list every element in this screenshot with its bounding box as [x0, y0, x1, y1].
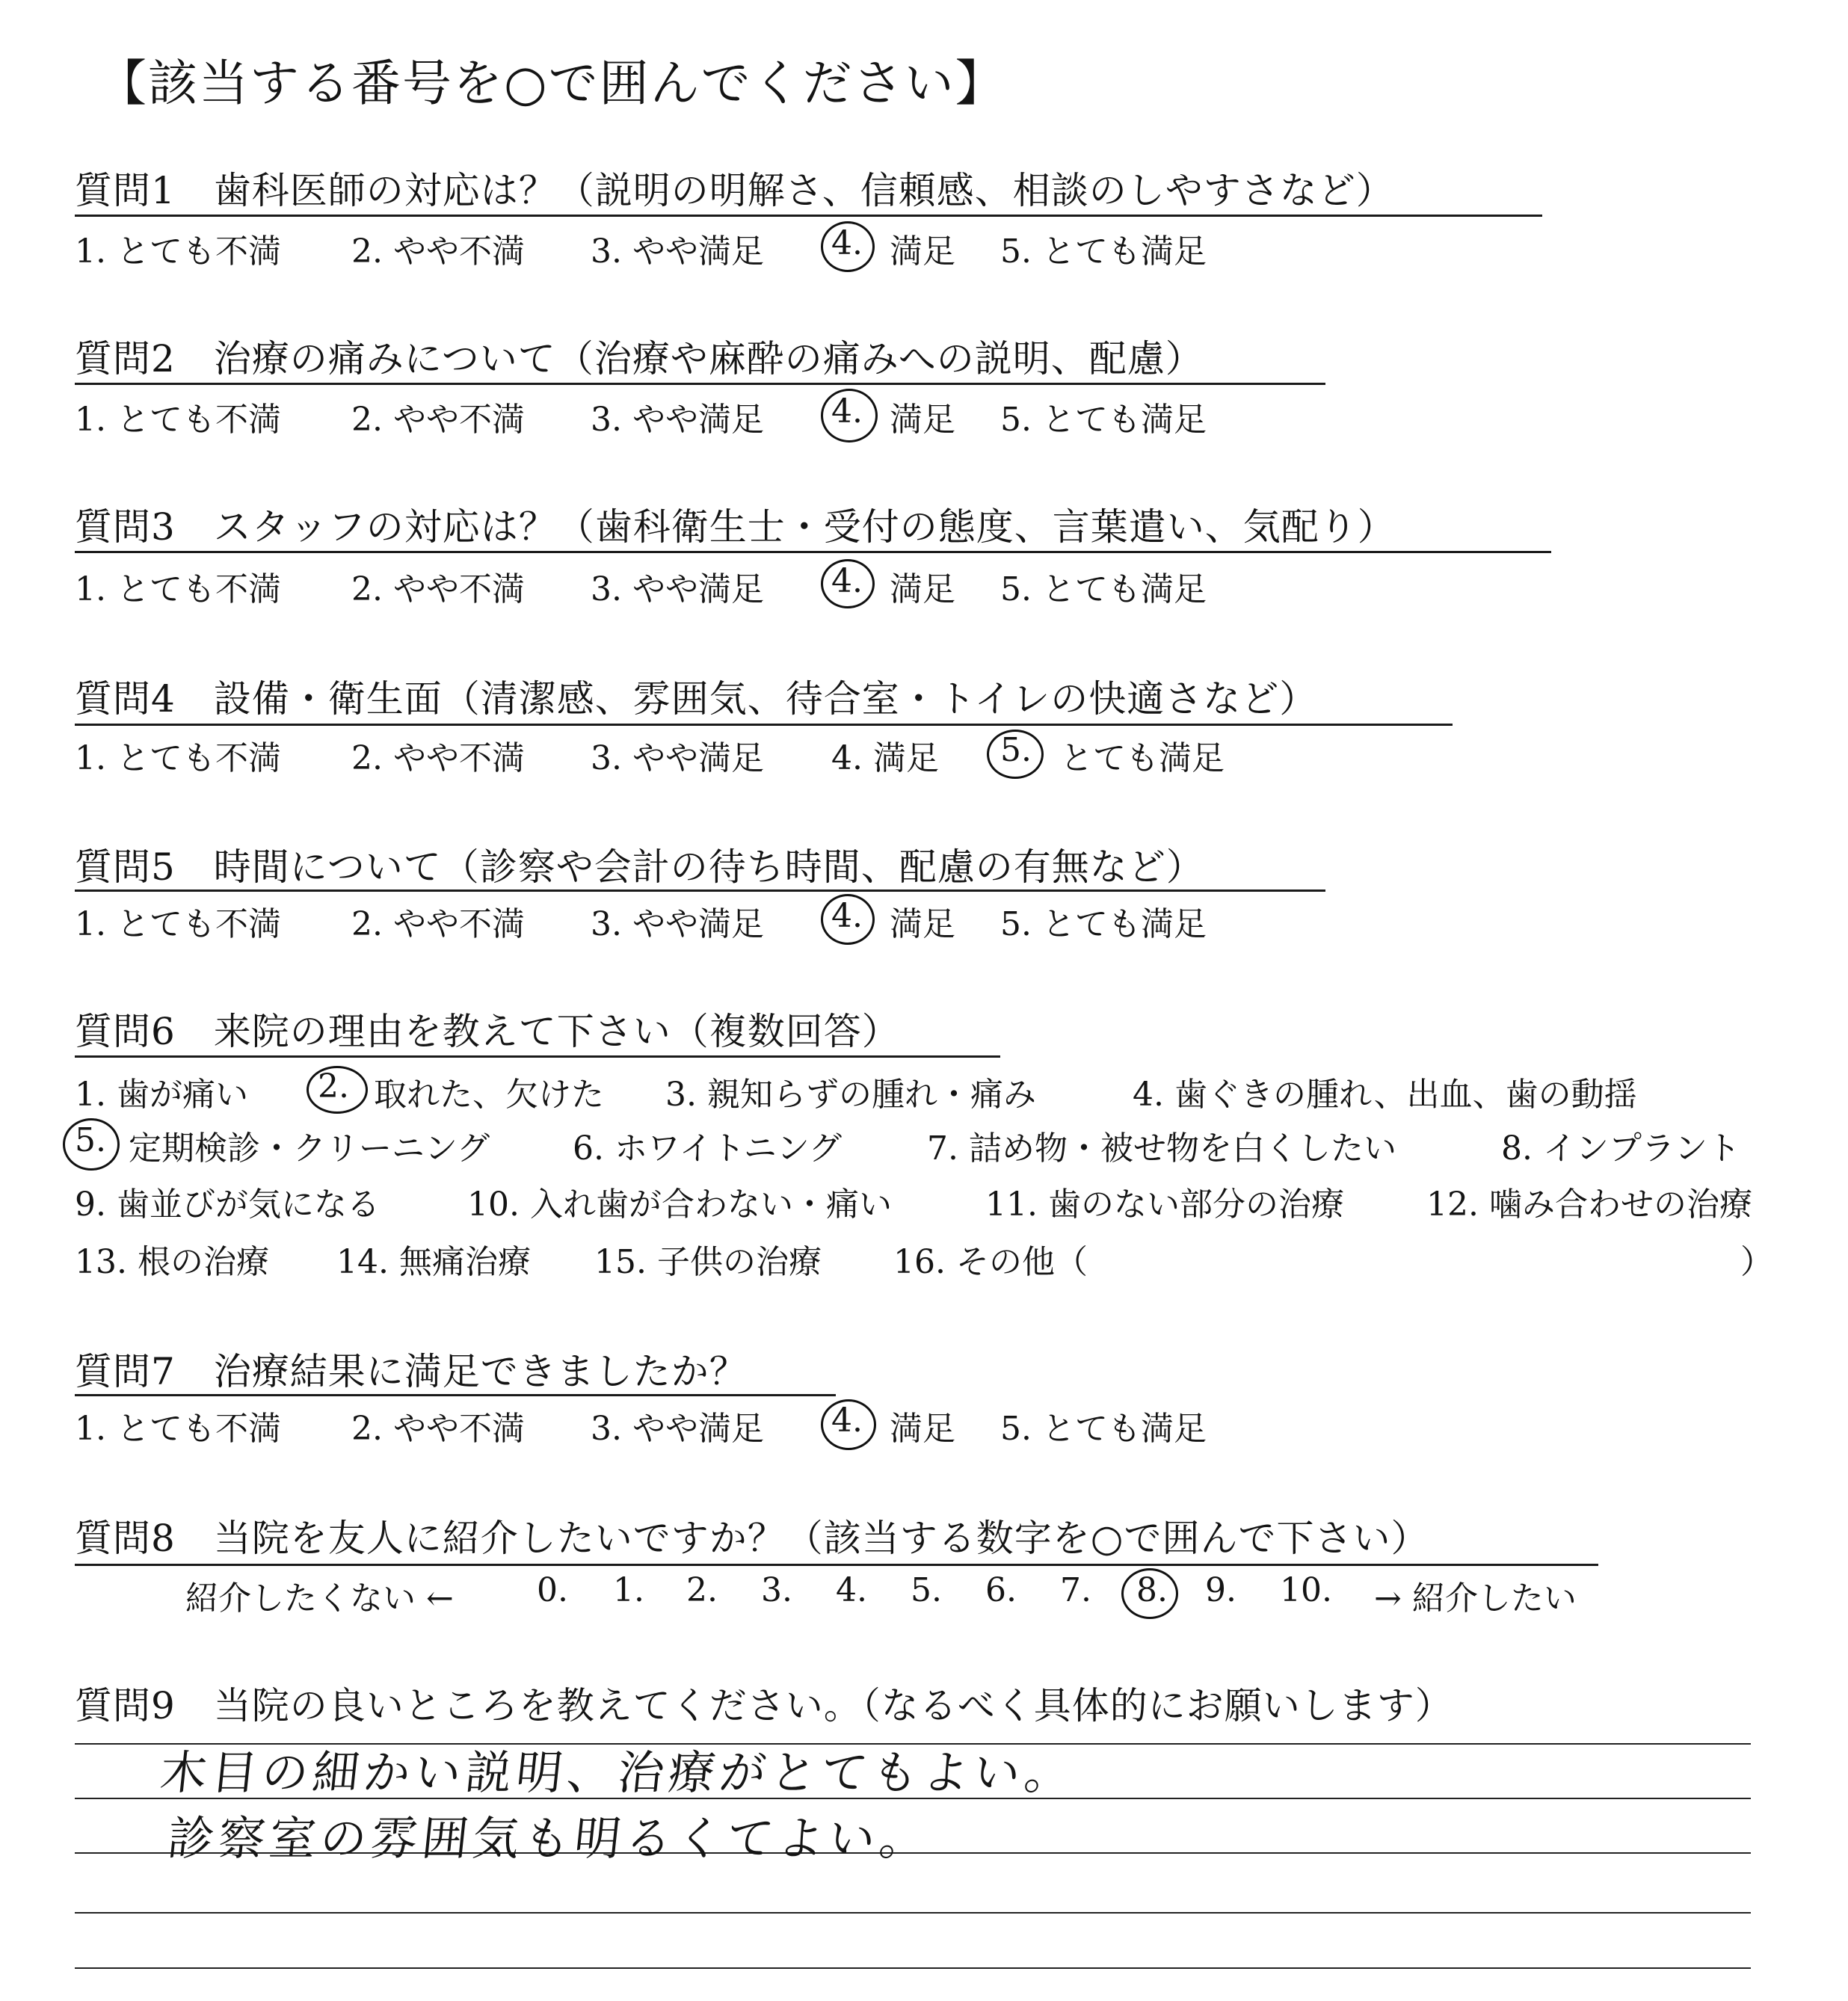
question-1-underline [75, 215, 1542, 217]
q5-option-2[interactable]: 2. やや不満 [351, 905, 525, 943]
q8-number-10[interactable]: 10. [1280, 1571, 1332, 1609]
q4-option-5-label[interactable]: とても満足 [1060, 739, 1225, 777]
q6-option-13[interactable]: 13. 根の治療 [75, 1243, 269, 1281]
q2-option-1[interactable]: 1. とても不満 [75, 401, 281, 439]
q6-option-5-label[interactable]: 定期検診・クリーニング [129, 1129, 490, 1168]
q2-option-2[interactable]: 2. やや不満 [351, 401, 525, 439]
question-5-underline [75, 889, 1325, 892]
q2-option-4-label[interactable]: 満足 [890, 401, 955, 439]
q3-option-5[interactable]: 5. とても満足 [1000, 570, 1207, 608]
question-3-underline [75, 551, 1551, 553]
handwritten-answer-line-1[interactable]: 木目の細かい説明、治療がとてもよい。 [157, 1745, 1079, 1800]
q3-option-4-number[interactable]: 4. [831, 562, 863, 600]
q8-number-0[interactable]: 0. [537, 1571, 568, 1609]
q8-number-5[interactable]: 5. [911, 1571, 942, 1609]
selection-circle [821, 559, 875, 608]
q6-option-16-close: ） [1740, 1243, 1773, 1281]
handwritten-answer-line-2[interactable]: 診察室の雰囲気も明るくてよい。 [164, 1811, 934, 1866]
q1-option-1[interactable]: 1. とても不満 [75, 232, 281, 271]
question-4-underline [75, 724, 1453, 726]
q8-number-7[interactable]: 7. [1060, 1571, 1091, 1609]
question-1-title: 質問1 歯科医師の対応は？（説明の明解さ、信頼感、相談のしやすさなど） [75, 169, 1394, 212]
q2-option-5[interactable]: 5. とても満足 [1000, 401, 1207, 439]
question-7-title: 質問7 治療結果に満足できましたか？ [75, 1350, 748, 1393]
q3-option-1[interactable]: 1. とても不満 [75, 570, 281, 608]
q6-option-8[interactable]: 8. インプラント [1501, 1129, 1740, 1168]
question-3-title: 質問3 スタッフの対応は？（歯科衛生士・受付の態度、言葉遣い、気配り） [75, 505, 1396, 549]
question-2-underline [75, 383, 1325, 385]
question-6-title: 質問6 来院の理由を教えて下さい（複数回答） [75, 1010, 900, 1053]
q1-option-2[interactable]: 2. やや不満 [351, 232, 525, 271]
q7-option-1[interactable]: 1. とても不満 [75, 1410, 281, 1448]
q8-number-3[interactable]: 3. [761, 1571, 792, 1609]
q7-option-3[interactable]: 3. やや満足 [591, 1410, 764, 1448]
q6-option-9[interactable]: 9. 歯並びが気になる [75, 1186, 380, 1224]
selection-circle [63, 1118, 120, 1171]
q8-number-9[interactable]: 9. [1205, 1571, 1236, 1609]
q5-option-5[interactable]: 5. とても満足 [1000, 905, 1207, 943]
q6-option-16[interactable]: 16. その他（ [893, 1243, 1088, 1281]
q6-option-7[interactable]: 7. 詰め物・被せ物を白くしたい [927, 1129, 1396, 1168]
q6-option-15[interactable]: 15. 子供の治療 [594, 1243, 822, 1281]
q5-option-4-number[interactable]: 4. [831, 897, 863, 935]
q3-option-4-label[interactable]: 満足 [890, 570, 955, 608]
q7-option-2[interactable]: 2. やや不満 [351, 1410, 525, 1448]
selection-circle [987, 730, 1044, 779]
page-heading: 【該当する番号を○で囲んでください】 [97, 55, 1006, 112]
q1-option-4-label[interactable]: 満足 [890, 232, 955, 271]
q6-option-10[interactable]: 10. 入れ歯が合わない・痛い [467, 1186, 892, 1224]
q8-number-6[interactable]: 6. [985, 1571, 1017, 1609]
question-6-underline [75, 1055, 1000, 1058]
q8-number-2[interactable]: 2. [686, 1571, 718, 1609]
selection-circle [1121, 1568, 1178, 1619]
q8-left-label: 紹介したくない ← [185, 1579, 454, 1618]
question-7-underline [75, 1394, 836, 1396]
selection-circle [821, 389, 878, 443]
selection-circle [821, 221, 875, 272]
q1-option-3[interactable]: 3. やや満足 [591, 232, 764, 271]
q2-option-4-number[interactable]: 4. [831, 392, 863, 431]
q3-option-3[interactable]: 3. やや満足 [591, 570, 764, 608]
q7-option-4-number[interactable]: 4. [831, 1402, 863, 1440]
selection-circle [821, 894, 875, 945]
q1-option-4-number[interactable]: 4. [831, 224, 863, 262]
q3-option-2[interactable]: 2. やや不満 [351, 570, 525, 608]
q4-option-5-number[interactable]: 5. [1000, 731, 1032, 769]
q4-option-3[interactable]: 3. やや満足 [591, 739, 764, 777]
q6-option-12[interactable]: 12. 噛み合わせの治療 [1426, 1186, 1752, 1224]
q6-option-3[interactable]: 3. 親知らずの腫れ・痛み [665, 1076, 1036, 1114]
q2-option-3[interactable]: 3. やや満足 [591, 401, 764, 439]
question-8-title: 質問8 当院を友人に紹介したいですか？（該当する数字を○で囲んで下さい） [75, 1517, 1429, 1560]
question-2-title: 質問2 治療の痛みについて（治療や麻酔の痛みへの説明、配慮） [75, 337, 1204, 380]
q7-option-4-label[interactable]: 満足 [890, 1410, 955, 1448]
q4-option-1[interactable]: 1. とても不満 [75, 739, 281, 777]
q8-number-8[interactable]: 8. [1136, 1571, 1168, 1609]
q7-option-5[interactable]: 5. とても満足 [1000, 1410, 1207, 1448]
selection-circle [307, 1066, 368, 1114]
q6-option-2-label[interactable]: 取れた、欠けた [374, 1076, 604, 1114]
q5-option-4-label[interactable]: 満足 [890, 905, 955, 943]
q6-option-4[interactable]: 4. 歯ぐきの腫れ、出血、歯の動揺 [1133, 1076, 1637, 1114]
selection-circle [821, 1399, 876, 1450]
q6-option-1[interactable]: 1. 歯が痛い [75, 1076, 248, 1114]
q6-option-6[interactable]: 6. ホワイトニング [573, 1129, 843, 1168]
question-4-title: 質問4 設備・衛生面（清潔感、雰囲気、待合室・トイレの快適さなど） [75, 677, 1318, 721]
question-8-underline [75, 1564, 1598, 1566]
question-5-title: 質問5 時間について（診察や会計の待ち時間、配慮の有無など） [75, 845, 1204, 889]
q6-option-14[interactable]: 14. 無痛治療 [336, 1243, 531, 1281]
answer-line-4 [75, 1912, 1751, 1914]
q5-option-3[interactable]: 3. やや満足 [591, 905, 764, 943]
question-9-title: 質問9 当院の良いところを教えてください。（なるべく具体的にお願いします） [75, 1684, 1453, 1727]
q5-option-1[interactable]: 1. とても不満 [75, 905, 281, 943]
q6-option-5-number[interactable]: 5. [75, 1121, 106, 1159]
q4-option-4[interactable]: 4. 満足 [831, 739, 939, 777]
q8-right-label: → 紹介したい [1374, 1579, 1577, 1618]
q6-option-2-number[interactable]: 2. [318, 1067, 349, 1106]
q4-option-2[interactable]: 2. やや不満 [351, 739, 525, 777]
q8-number-1[interactable]: 1. [613, 1571, 644, 1609]
q6-option-11[interactable]: 11. 歯のない部分の治療 [985, 1186, 1344, 1224]
answer-line-5 [75, 1967, 1751, 1969]
q1-option-5[interactable]: 5. とても満足 [1000, 232, 1207, 271]
q8-number-4[interactable]: 4. [836, 1571, 867, 1609]
